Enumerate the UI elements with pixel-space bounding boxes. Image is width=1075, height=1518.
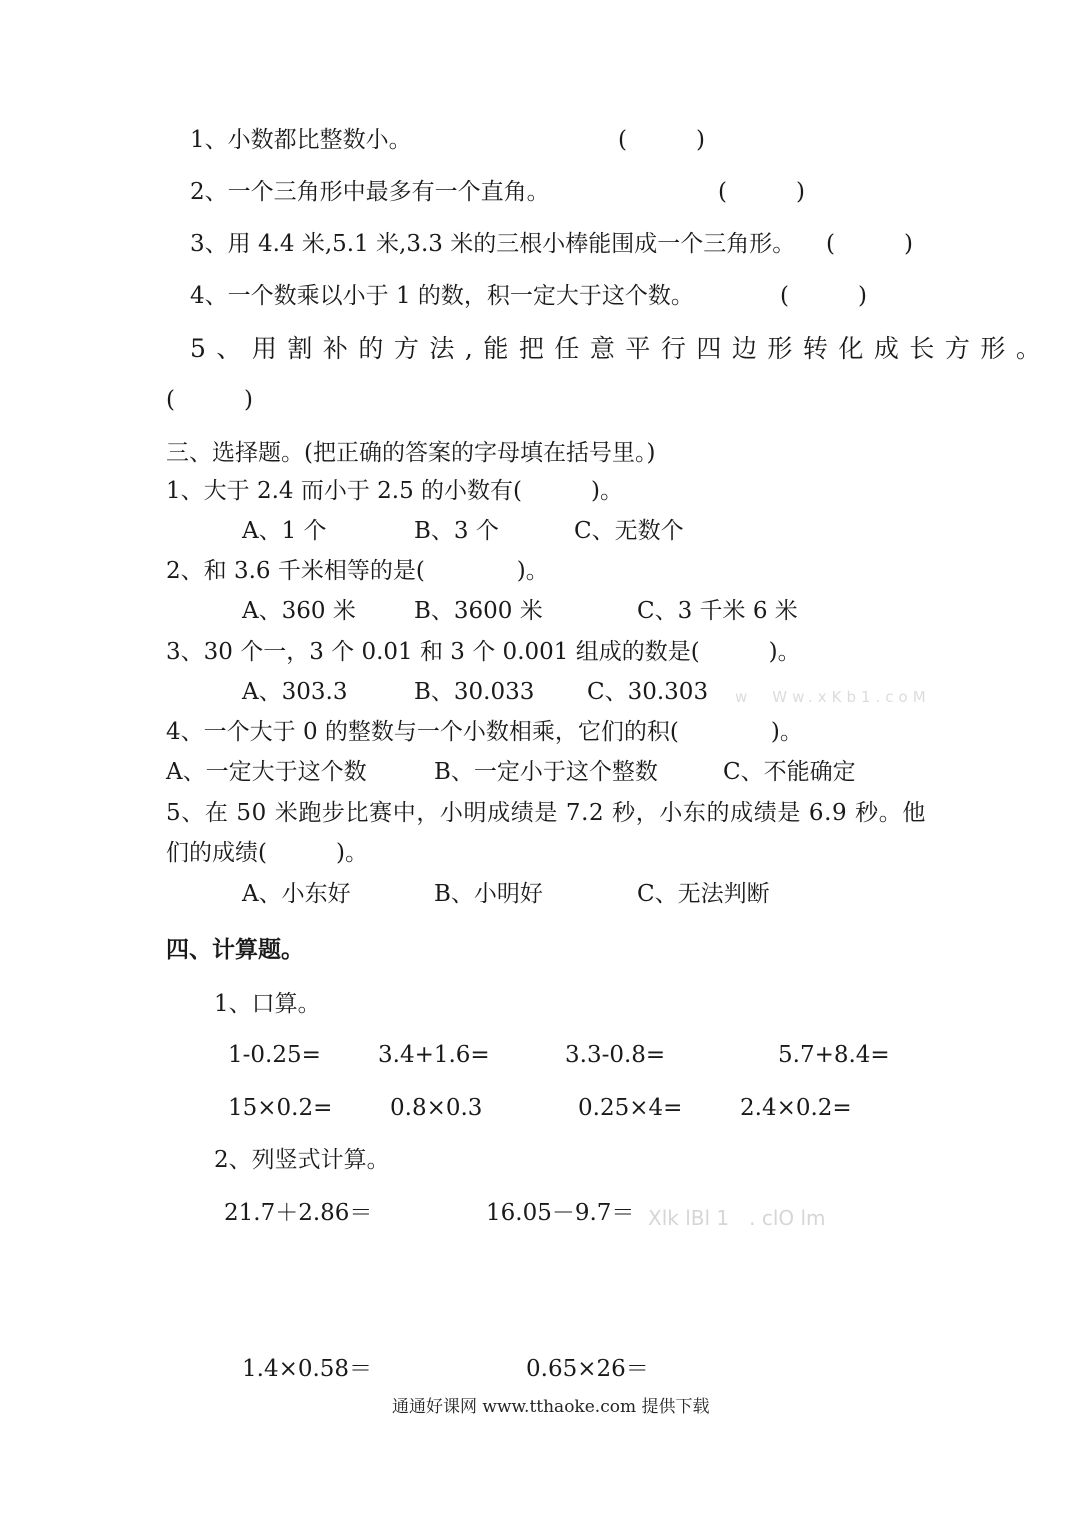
choice-question-1: 1、大于 2.4 而小于 2.5 的小数有( )。: [166, 478, 623, 504]
choice-option-1b[interactable]: B、3 个: [414, 518, 499, 544]
watermark-2: Xlk lBl 1 . clO lm: [648, 1206, 826, 1230]
choice-option-1c[interactable]: C、无数个: [574, 518, 684, 544]
choice-option-4c[interactable]: C、不能确定: [723, 759, 856, 785]
choice-heading: 三、选择题。(把正确的答案的字母填在括号里。): [166, 440, 656, 466]
choice-question-5: 5、在 50 米跑步比赛中，小明成绩是 7.2 秒，小东的成绩是 6.9 秒。他: [166, 800, 926, 826]
tf-answer-bracket-5[interactable]: ( ): [166, 387, 253, 413]
choice-question-5-cont: 们的成绩( )。: [166, 840, 368, 866]
vertical-calc-problem-3: 1.4×0.58＝: [242, 1356, 373, 1382]
vertical-calc-problem-2: 16.05－9.7＝: [486, 1200, 635, 1226]
choice-option-2a[interactable]: A、360 米: [242, 598, 356, 624]
calc-heading: 四、计算题。: [166, 937, 304, 963]
tf-item-text: 1、小数都比整数小。: [190, 127, 412, 153]
tf-answer-bracket-2[interactable]: ( ): [718, 179, 805, 205]
watermark-1: w Ww.xKb1.coM: [735, 688, 931, 706]
tf-item-4: [190, 281, 694, 311]
tf-item-text: 3、用 4.4 米,5.1 米,3.3 米的三根小棒能围成一个三角形。: [190, 231, 796, 257]
footer-credit: 通通好课网 www.tthaoke.com 提供下载: [392, 1397, 710, 1417]
choice-option-4b[interactable]: B、一定小于这个整数: [434, 759, 658, 785]
tf-answer-bracket-4[interactable]: ( ): [780, 283, 867, 309]
tf-item-text: 5、用割补的方法,能把任意平行四边形转化成长方形。: [190, 334, 1052, 363]
oral-calc-problem: 3.3-0.8=: [565, 1042, 666, 1068]
choice-option-5a[interactable]: A、小东好: [242, 881, 351, 907]
oral-calc-problem: 3.4+1.6=: [378, 1042, 490, 1068]
tf-answer-bracket-1[interactable]: ( ): [618, 127, 705, 153]
choice-option-5c[interactable]: C、无法判断: [637, 881, 770, 907]
choice-question-3: 3、30 个一，3 个 0.01 和 3 个 0.001 组成的数是( )。: [166, 639, 801, 665]
vertical-calc-problem-1: 21.7＋2.86＝: [224, 1200, 373, 1226]
oral-calc-problem: 15×0.2=: [228, 1095, 333, 1121]
tf-item-1: [190, 125, 412, 155]
vertical-calc-title: 2、列竖式计算。: [214, 1147, 390, 1173]
tf-answer-bracket-3[interactable]: ( ): [826, 231, 913, 257]
oral-calc-problem: 0.25×4=: [578, 1095, 683, 1121]
choice-option-1a[interactable]: A、1 个: [242, 518, 327, 544]
vertical-calc-problem-4: 0.65×26＝: [526, 1356, 649, 1382]
choice-option-3b[interactable]: B、30.033: [414, 679, 535, 705]
choice-option-2b[interactable]: B、3600 米: [414, 598, 543, 624]
choice-option-3a[interactable]: A、303.3: [242, 679, 348, 705]
oral-calc-problem: 0.8×0.3: [390, 1095, 483, 1121]
tf-item-text: 2、一个三角形中最多有一个直角。: [190, 179, 550, 205]
tf-item-text: 4、一个数乘以小于 1 的数，积一定大于这个数。: [190, 283, 694, 309]
oral-calc-problem: 1-0.25=: [228, 1042, 321, 1068]
choice-option-5b[interactable]: B、小明好: [434, 881, 543, 907]
choice-option-2c[interactable]: C、3 千米 6 米: [637, 598, 798, 624]
choice-option-3c[interactable]: C、30.303: [587, 679, 709, 705]
tf-item-2: [190, 177, 550, 207]
choice-question-2: 2、和 3.6 千米相等的是( )。: [166, 558, 549, 584]
tf-item-5: [190, 334, 1051, 364]
tf-item-3: [190, 229, 795, 259]
oral-calc-problem: 2.4×0.2=: [740, 1095, 852, 1121]
oral-calc-title: 1、口算。: [214, 991, 321, 1017]
choice-question-4: 4、一个大于 0 的整数与一个小数相乘，它们的积( )。: [166, 719, 803, 745]
choice-option-4a[interactable]: A、一定大于这个数: [166, 759, 367, 785]
oral-calc-problem: 5.7+8.4=: [778, 1042, 890, 1068]
